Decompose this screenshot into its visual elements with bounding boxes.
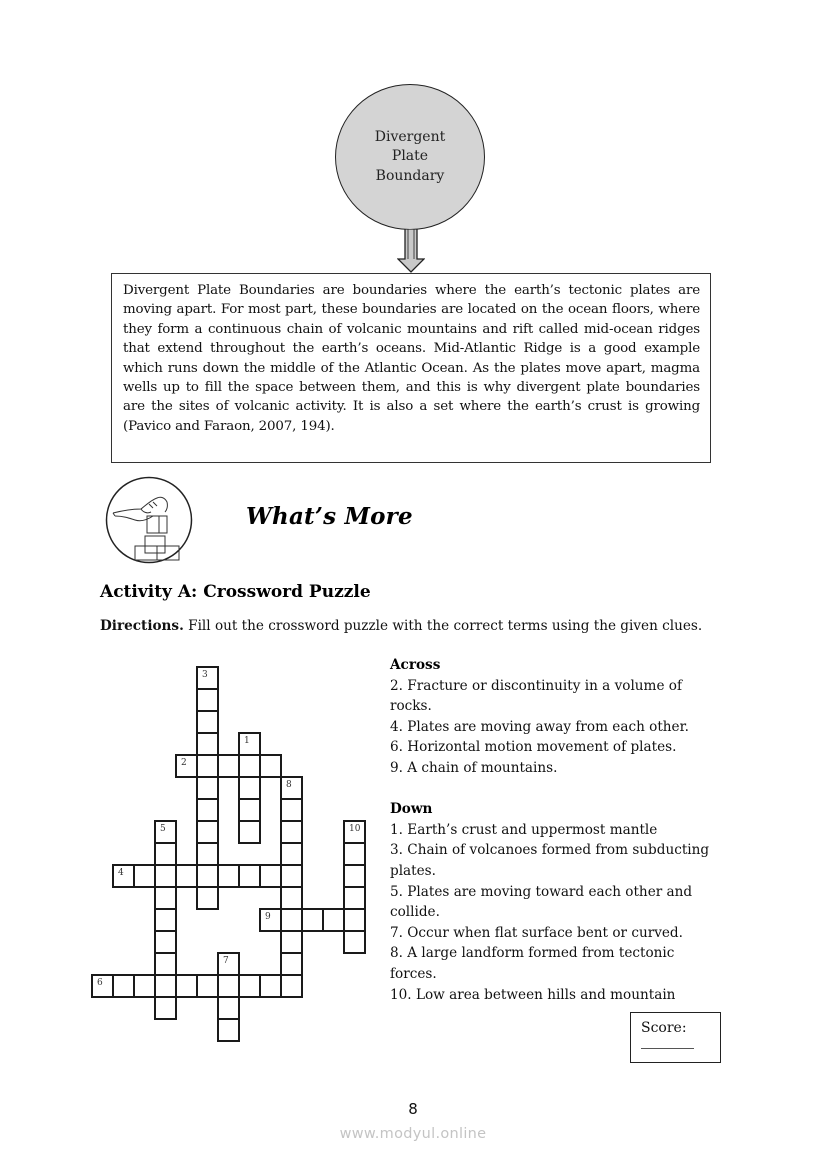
crossword-cell[interactable] [259, 974, 282, 998]
crossword-cell[interactable] [154, 886, 177, 910]
score-label: Score: [641, 1020, 687, 1036]
section-title: What’s More [246, 503, 413, 530]
clue-number: 2 [181, 758, 187, 768]
crossword-cell[interactable] [217, 1018, 240, 1042]
clue-number: 3 [202, 670, 208, 680]
crossword-cell[interactable] [217, 996, 240, 1020]
hand-stacking-blocks-icon [105, 476, 193, 564]
crossword-cell[interactable] [154, 864, 177, 888]
crossword-cell-start-2[interactable] [175, 754, 198, 778]
crossword-cell[interactable] [280, 864, 303, 888]
clue-number: 10 [349, 824, 361, 834]
bubble-line-2: Plate [391, 148, 429, 165]
crossword-cell[interactable] [259, 754, 282, 778]
crossword-cell[interactable] [217, 974, 240, 998]
clues-panel [390, 655, 720, 1005]
crossword-cell[interactable] [217, 864, 240, 888]
down-arrow-icon [397, 229, 425, 273]
bubble-label [375, 128, 445, 187]
down-clue: 7. Occur when flat surface bent or curved. [390, 924, 683, 941]
down-clue: 3. Chain of volcanoes formed from subducting plates. [390, 842, 710, 879]
down-clue: 10. Low area between hills and mountain [390, 986, 676, 1003]
crossword-cell-start-5[interactable] [154, 820, 177, 844]
crossword-cell-start-8[interactable] [280, 776, 303, 800]
crossword-cell[interactable] [280, 908, 303, 932]
divergent-plate-boundary-bubble [335, 84, 485, 230]
spacer [390, 779, 720, 800]
crossword-cell[interactable] [217, 754, 240, 778]
clue-number: 5 [160, 824, 166, 834]
crossword-cell[interactable] [280, 886, 303, 910]
crossword-cell[interactable] [196, 688, 219, 712]
crossword-cell[interactable] [175, 974, 198, 998]
activity-title: Activity A: Crossword Puzzle [100, 582, 371, 602]
crossword-cell[interactable] [238, 798, 261, 822]
crossword-cell[interactable] [238, 864, 261, 888]
crossword-cell[interactable] [196, 886, 219, 910]
crossword-cell[interactable] [196, 798, 219, 822]
crossword-cell-start-6[interactable] [91, 974, 114, 998]
crossword-cell[interactable] [343, 908, 366, 932]
crossword-cell[interactable] [196, 710, 219, 734]
crossword-cell[interactable] [154, 842, 177, 866]
crossword-cell[interactable] [322, 908, 345, 932]
clue-number: 7 [223, 956, 229, 966]
crossword-cell[interactable] [280, 842, 303, 866]
down-clue: 1. Earth’s crust and uppermost mantle [390, 821, 658, 838]
crossword-cell[interactable] [280, 974, 303, 998]
crossword-cell[interactable] [280, 930, 303, 954]
crossword-cell[interactable] [238, 754, 261, 778]
crossword-cell-start-9[interactable] [259, 908, 282, 932]
crossword-cell[interactable] [154, 952, 177, 976]
crossword-cell[interactable] [154, 974, 177, 998]
score-blank[interactable] [641, 1038, 694, 1049]
bubble-line-3: Boundary [375, 167, 445, 184]
crossword-cell-start-4[interactable] [112, 864, 135, 888]
watermark: www.modyul.online [339, 1126, 487, 1142]
across-clue: 4. Plates are moving away from each other. [390, 718, 689, 735]
score-box [630, 1012, 721, 1063]
definition-box [111, 273, 711, 463]
across-clue: 6. Horizontal motion movement of plates. [390, 739, 677, 756]
clue-number: 6 [97, 978, 103, 988]
crossword-cell[interactable] [238, 776, 261, 800]
down-clue: 5. Plates are moving toward each other and collide. [390, 883, 693, 921]
crossword-cell[interactable] [154, 996, 177, 1020]
clue-number: 8 [286, 780, 292, 790]
crossword-cell[interactable] [280, 820, 303, 844]
crossword-cell[interactable] [343, 864, 366, 888]
crossword-cell[interactable] [196, 776, 219, 800]
crossword-cell[interactable] [196, 842, 219, 866]
crossword-cell[interactable] [196, 732, 219, 756]
clue-number: 1 [244, 736, 250, 746]
crossword-cell[interactable] [343, 930, 366, 954]
crossword-cell-start-10[interactable] [343, 820, 366, 844]
clue-number: 9 [265, 912, 271, 922]
directions [100, 617, 715, 637]
crossword-cell[interactable] [112, 974, 135, 998]
clue-number: 4 [118, 868, 124, 878]
bubble-line-1: Divergent [374, 128, 446, 145]
across-clue: 2. Fracture or discontinuity in a volume of rocks. [390, 677, 683, 715]
crossword-cell-start-3[interactable] [196, 666, 219, 690]
directions-text: Fill out the crossword puzzle with the correct terms using the given clues. [183, 618, 703, 634]
crossword-cell[interactable] [133, 974, 156, 998]
across-heading: Across [390, 657, 441, 673]
down-heading: Down [390, 801, 433, 818]
down-clue: 8. A large landform formed from tectonic forces. [390, 945, 675, 982]
crossword-cell[interactable] [343, 886, 366, 910]
crossword-cell[interactable] [154, 930, 177, 954]
crossword-cell-start-1[interactable] [238, 732, 261, 756]
crossword-cell[interactable] [196, 974, 219, 998]
crossword-cell[interactable] [301, 908, 324, 932]
across-clue: 9. A chain of mountains. [390, 759, 558, 776]
crossword-cell[interactable] [280, 952, 303, 976]
crossword-cell[interactable] [175, 864, 198, 888]
crossword-cell[interactable] [259, 864, 282, 888]
crossword-cell[interactable] [133, 864, 156, 888]
definition-text: Divergent Plate Boundaries are boundaries where the earth’s tectonic plates are moving apart. For most part, these boundaries are located on the ocean floors, where they form a continuous chain of volcanic mountains and rift called mid-ocean ridges that extend throughout the earth’s oceans. Mid-Atlantic Ridge is a good example which runs down the middle of the Atlantic Ocean. As the plates move apart, magma wells up to fill the space between them, and this is why divergent plate boundaries are the sites of volcanic activity. It is also a set where the earth’s crust is growing (Pavico and Faraon, 2007, 194). [123, 283, 700, 434]
crossword-cell[interactable] [196, 864, 219, 888]
crossword-cell[interactable] [154, 908, 177, 932]
crossword-cell[interactable] [196, 754, 219, 778]
crossword-cell[interactable] [343, 842, 366, 866]
crossword-cell[interactable] [238, 820, 261, 844]
directions-label: Directions. [100, 618, 184, 634]
crossword-cell[interactable] [196, 820, 219, 844]
crossword-cell-start-7[interactable] [217, 952, 240, 976]
page-number: 8 [408, 1100, 418, 1118]
crossword-cell[interactable] [280, 798, 303, 822]
crossword-cell[interactable] [238, 974, 261, 998]
